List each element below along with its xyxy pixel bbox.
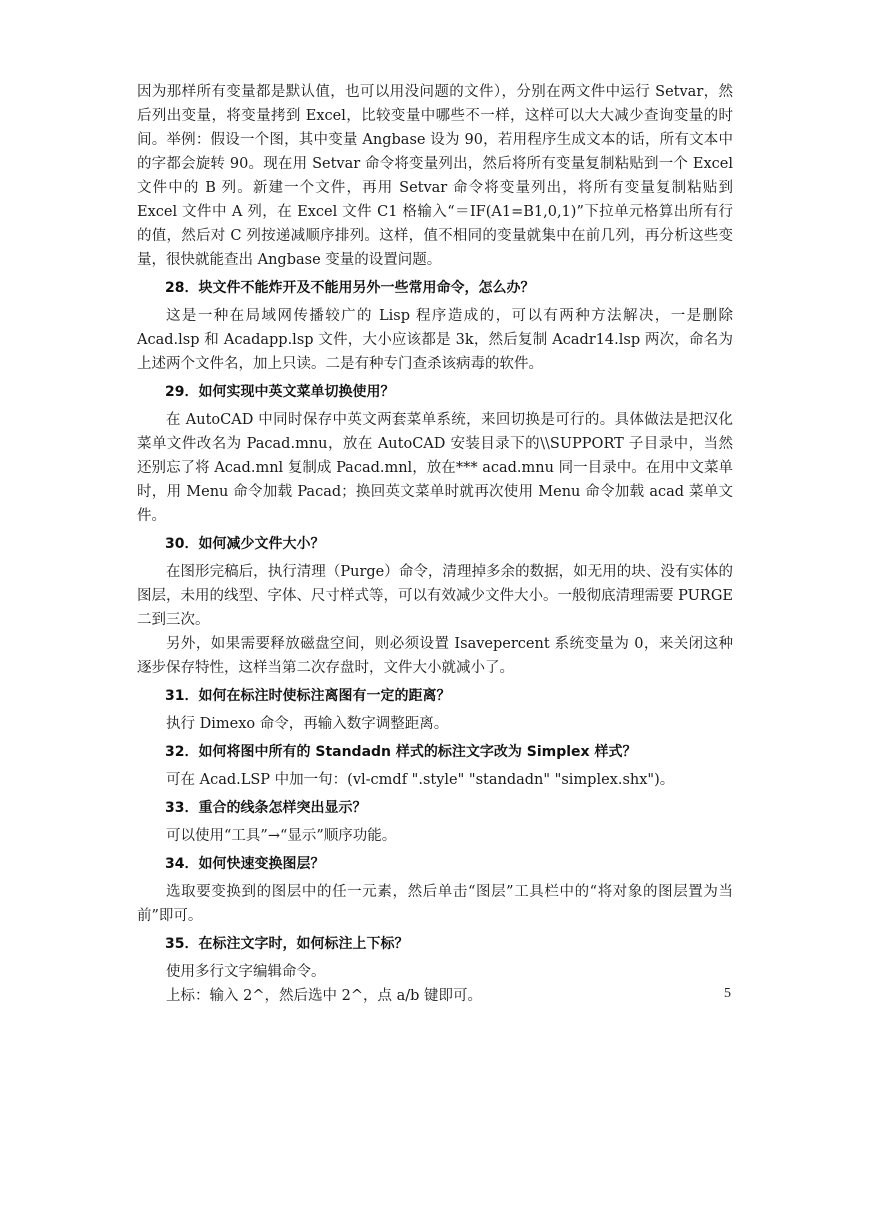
section-30-paragraph-2: 另外，如果需要释放磁盘空间，则必须设置 Isavepercent 系统变量为 0，来关闭这种逐步保存特性，这样当第二次存盘时，文件大小就减小了。 bbox=[137, 636, 733, 676]
section-heading-34: 34．如何快速变换图层？ bbox=[165, 856, 325, 872]
section-33-paragraph: 可以使用“工具”→“显示”顺序功能。 bbox=[166, 828, 397, 844]
section-29-paragraph: 在 AutoCAD 中同时保存中英文两套菜单系统，来回切换是可行的。具体做法是把汉化菜单文件改名为 Pacad.mnu，放在 AutoCAD 安装目录下的\\SUPPORT 子目录中，当然还别忘了将 Acad.mnl 复制成 Pacad.mnl，放在*** acad.mnu 同一目录中。在用中文菜单时，用 Menu 命令加载 Pacad；换回英文菜单时就再次使用 Menu 命令加载 acad 菜单文件。 bbox=[137, 412, 733, 524]
intro-paragraph: 因为那样所有变量都是默认值，也可以用没问题的文件），分别在两文件中运行 Setvar，然后列出变量，将变量拷到 Excel，比较变量中哪些不一样，这样可以大大减少查询变量的时间。举例：假设一个图，其中变量 Angbase 设为 90，若用程序生成文本的话，所有文本中的字都会旋转 90。现在用 Setvar 命令将变量列出，然后将所有变量复制粘贴到一个 Excel 文件中的 B 列。新建一个文件，再用 Setvar 命令将变量列出，将所有变量复制粘贴到 Excel 文件中 A 列，在 Excel 文件 C1 格输入“＝IF(A1=B1,0,1)”下拉单元格算出所有行的值，然后对 C 列按递减顺序排列。这样，值不相同的变量就集中在前几列，再分析这些变量，很快就能查出 Angbase 变量的设置问题。 bbox=[137, 84, 733, 268]
section-35-paragraph-2: 上标：输入 2^，然后选中 2^，点 a/b 键即可。 bbox=[166, 988, 482, 1004]
section-heading-29: 29．如何实现中英文菜单切换使用？ bbox=[165, 384, 395, 400]
page-body bbox=[137, 80, 733, 1008]
section-31-paragraph: 执行 Dimexo 命令，再输入数字调整距离。 bbox=[166, 716, 449, 732]
section-heading-35: 35．在标注文字时，如何标注上下标？ bbox=[165, 936, 409, 952]
section-28-paragraph: 这是一种在局域网传播较广的 Lisp 程序造成的，可以有两种方法解决，一是删除 Acad.lsp 和 Acadapp.lsp 文件，大小应该都是 3k，然后复制 Acadr14.lsp 两次，命名为上述两个文件名，加上只读。二是有种专门查杀该病毒的软件。 bbox=[137, 308, 733, 372]
section-34-paragraph: 选取要变换到的图层中的任一元素，然后单击“图层”工具栏中的“将对象的图层置为当前”即可。 bbox=[137, 884, 733, 924]
section-heading-30: 30．如何减少文件大小？ bbox=[165, 536, 325, 552]
section-heading-33: 33．重合的线条怎样突出显示？ bbox=[165, 800, 367, 816]
section-30-paragraph-1: 在图形完稿后，执行清理（Purge）命令，清理掉多余的数据，如无用的块、没有实体的图层，未用的线型、字体、尺寸样式等，可以有效减少文件大小。一般彻底清理需要 PURGE 二到三次。 bbox=[137, 564, 733, 628]
page-number: 5 bbox=[724, 986, 731, 1001]
section-35-paragraph-1: 使用多行文字编辑命令。 bbox=[166, 964, 326, 980]
section-heading-28: 28．块文件不能炸开及不能用另外一些常用命令，怎么办？ bbox=[165, 280, 535, 296]
section-heading-31: 31．如何在标注时使标注离图有一定的距离？ bbox=[165, 688, 451, 704]
section-heading-32: 32．如何将图中所有的 Standadn 样式的标注文字改为 Simplex 样式？ bbox=[165, 744, 637, 760]
section-32-paragraph: 可在 Acad.LSP 中加一句：(vl-cmdf ".style" "standadn" "simplex.shx")。 bbox=[166, 772, 675, 788]
